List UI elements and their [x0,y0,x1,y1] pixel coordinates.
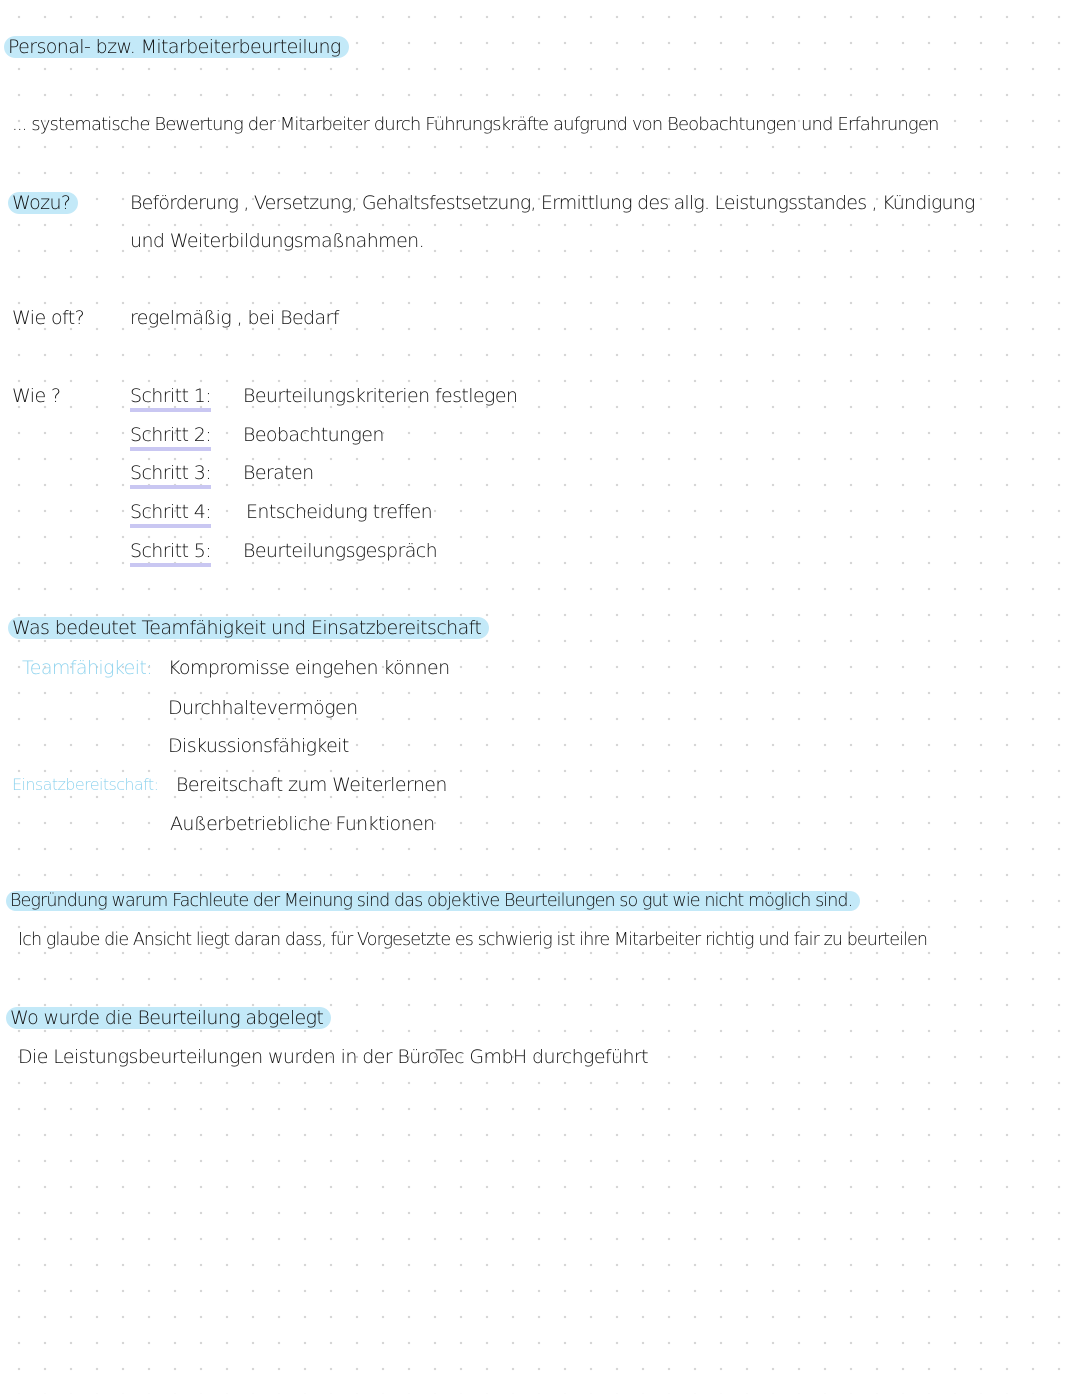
step-text: Beraten [243,462,314,484]
wozu-line2: und Weiterbildungsmaßnahmen. [130,230,425,252]
team-item: Diskussionsfähigkeit [168,735,349,757]
wozu-label: Wozu? [8,192,78,214]
wie-oft-text: regelmäßig , bei Bedarf [130,307,339,329]
team-item: Kompromisse eingehen können [168,657,450,679]
section3-answer: Ich glaube die Ansicht liegt daran dass, für Vorgesetzte es schwierig ist ihre Mitarbeiter richtig und fair zu beurteilen [18,930,928,950]
section4-heading: Wo wurde die Beurteilung abgelegt [6,1007,331,1029]
step-label: Schritt 4: [130,501,211,528]
step-text: Beurteilungsgespräch [243,540,438,562]
team-item: Durchhaltevermögen [168,697,358,719]
definition: ... systematische Bewertung der Mitarbeiter durch Führungskräfte aufgrund von Beobachtungen und Erfahrungen [12,114,939,135]
team-label: Teamfähigkeit: [22,657,153,679]
step-label: Schritt 5: [130,540,211,567]
wozu-line1: Beförderung , Versetzung, Gehaltsfestsetzung, Ermittlung des allg. Leistungsstandes , Kündigung [130,192,975,214]
step-label: Schritt 2: [130,424,211,451]
section3-heading: Begründung warum Fachleute der Meinung sind das objektive Beurteilungen so gut wie nicht möglich sind. [6,891,860,911]
einsatz-item: Außerbetriebliche Funktionen [170,813,435,835]
einsatz-label: Einsatzbereitschaft: [12,775,159,794]
step-text: Beurteilungskriterien festlegen [243,385,518,407]
wie-oft-label: Wie oft? [12,307,85,329]
page-title: Personal- bzw. Mitarbeiterbeurteilung [4,36,349,58]
section2-heading: Was bedeutet Teamfähigkeit und Einsatzbereitschaft [8,617,489,639]
step-text: Beobachtungen [243,424,384,446]
einsatz-item: Bereitschaft zum Weiterlernen [176,774,447,796]
step-label: Schritt 3: [130,462,211,489]
wie-label: Wie ? [12,385,61,407]
step-text: Entscheidung treffen [246,501,433,523]
section4-answer: Die Leistungsbeurteilungen wurden in der BüroTec GmbH durchgeführt [18,1046,648,1068]
step-label: Schritt 1: [130,385,211,412]
